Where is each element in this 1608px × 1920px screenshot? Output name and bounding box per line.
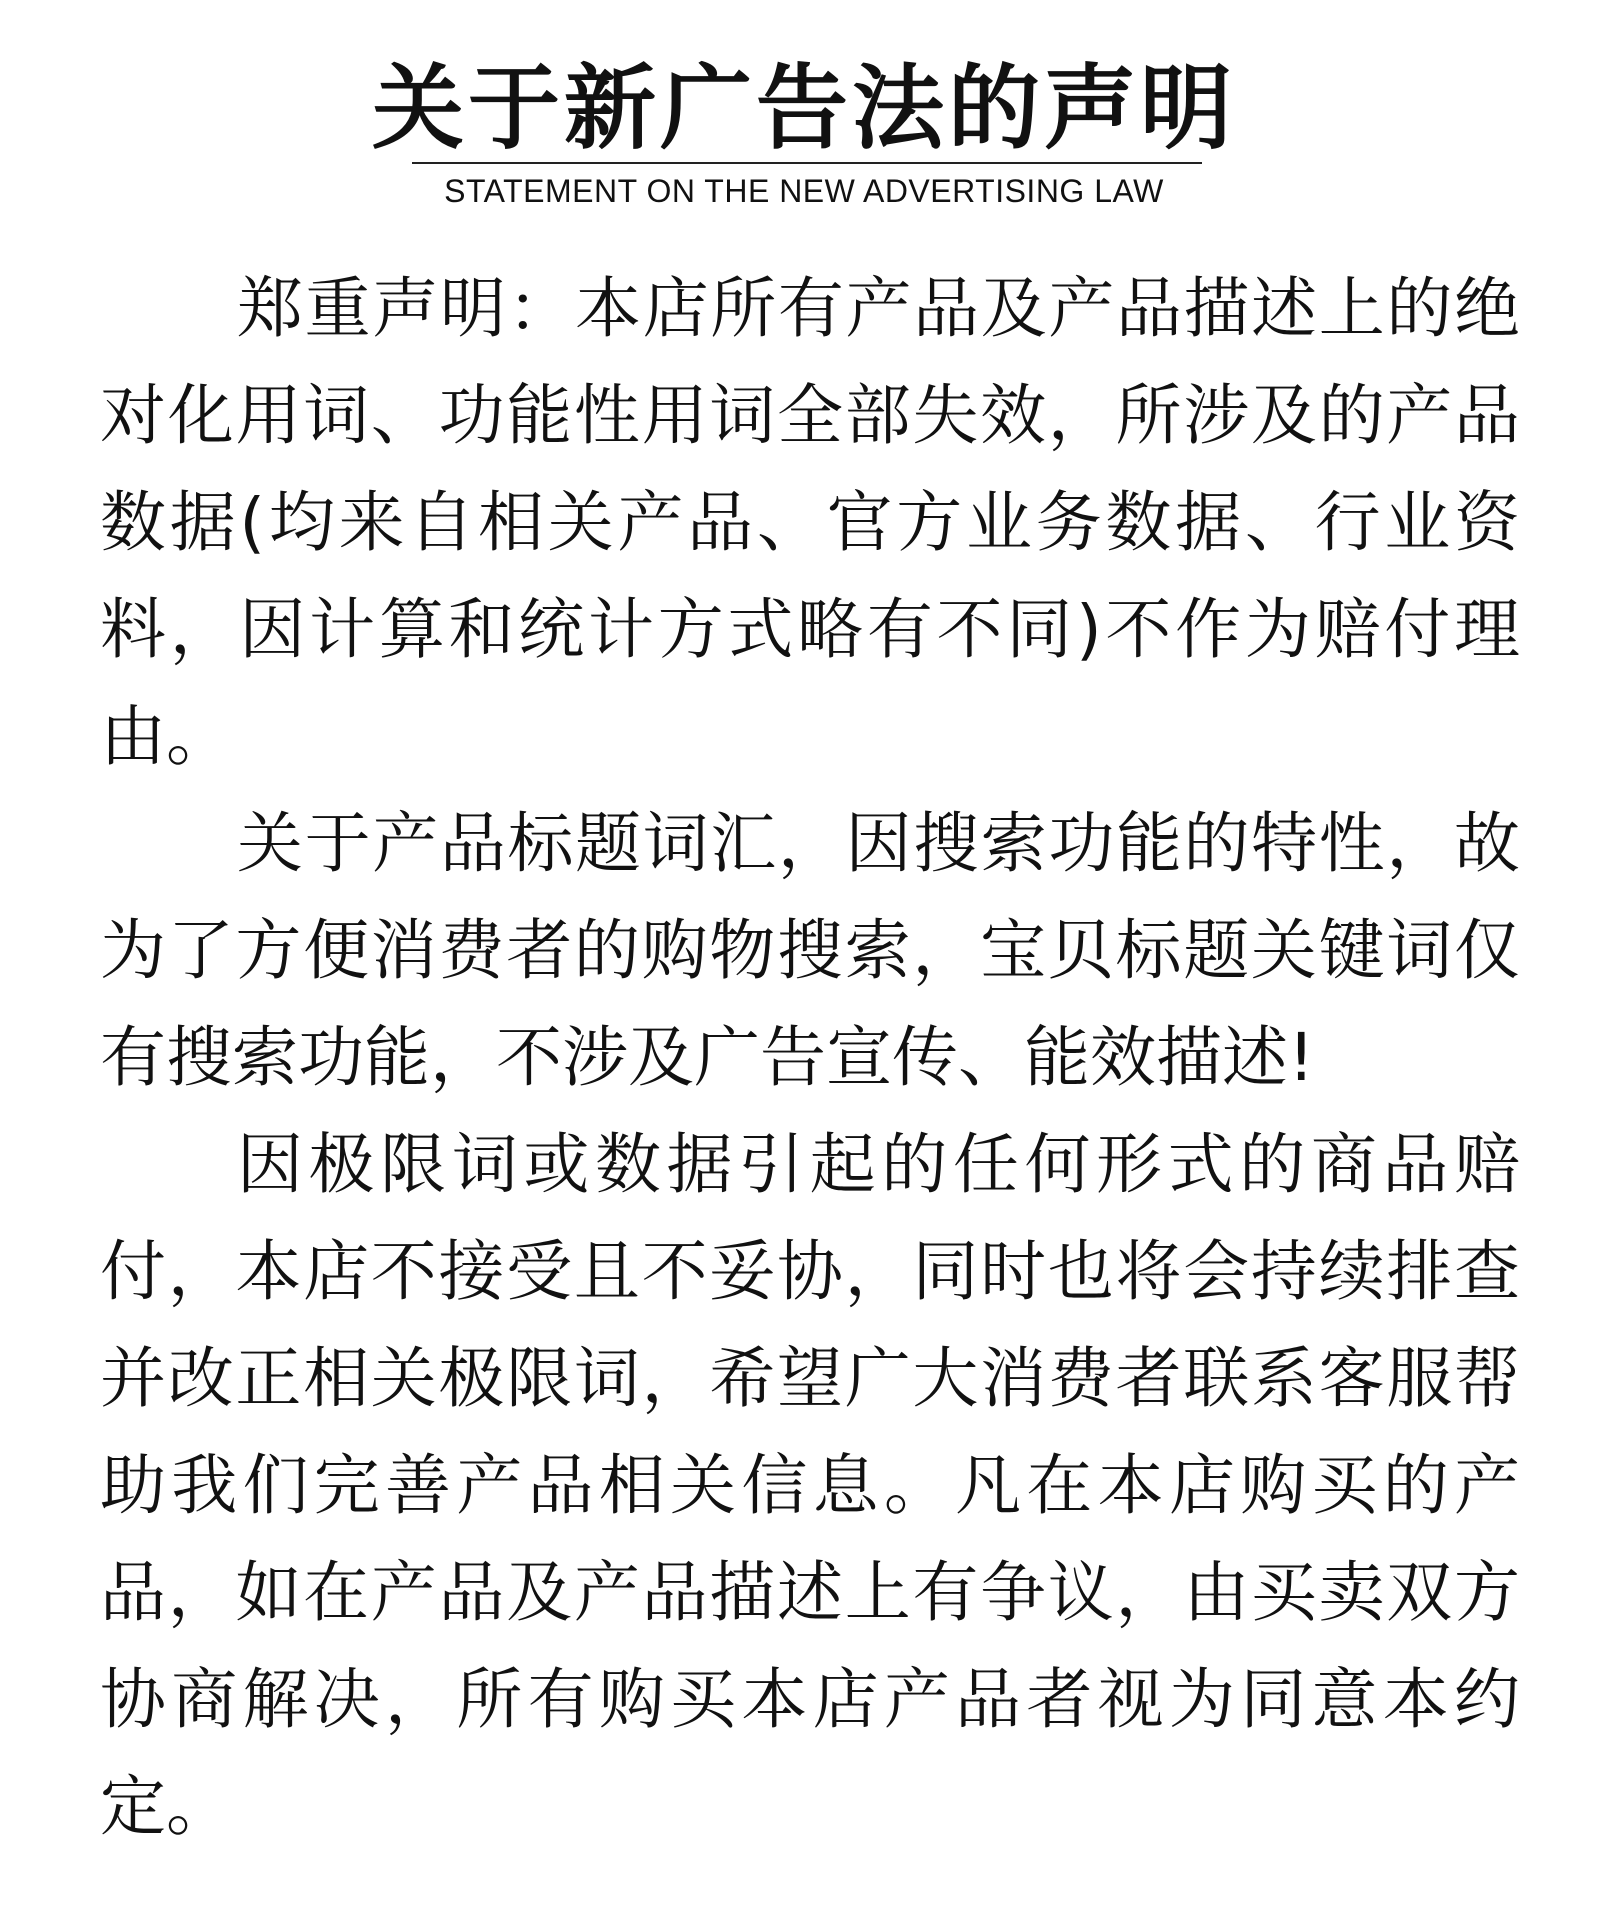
- paragraph-compensation: 因极限词或数据引起的任何形式的商品赔付，本店不接受且不妥协，同时也将会持续排查并改正相关极限词，希望广大消费者联系客服帮助我们完善产品相关信息。凡在本店购买的产品，如在产品及产品描述上有争议，由买卖双方协商解决，所有购买本店产品者视为同意本约定。: [100, 1126, 1520, 1845]
- paragraph-disclaimer: 郑重声明：本店所有产品及产品描述上的绝对化用词、功能性用词全部失效，所涉及的产品数据(均来自相关产品、官方业务数据、行业资料，因计算和统计方式略有不同)不作为赔付理由。: [100, 270, 1520, 775]
- paragraph-title-keywords: 关于产品标题词汇，因搜索功能的特性，故为了方便消费者的购物搜索，宝贝标题关键词仅有搜索功能，不涉及广告宣传、能效描述!: [100, 805, 1520, 1096]
- page-title: 关于新广告法的声明: [371, 54, 1236, 162]
- statement-body: [100, 255, 1520, 1860]
- page-subtitle: STATEMENT ON THE NEW ADVERTISING LAW: [444, 173, 1164, 209]
- title-divider: [412, 162, 1202, 164]
